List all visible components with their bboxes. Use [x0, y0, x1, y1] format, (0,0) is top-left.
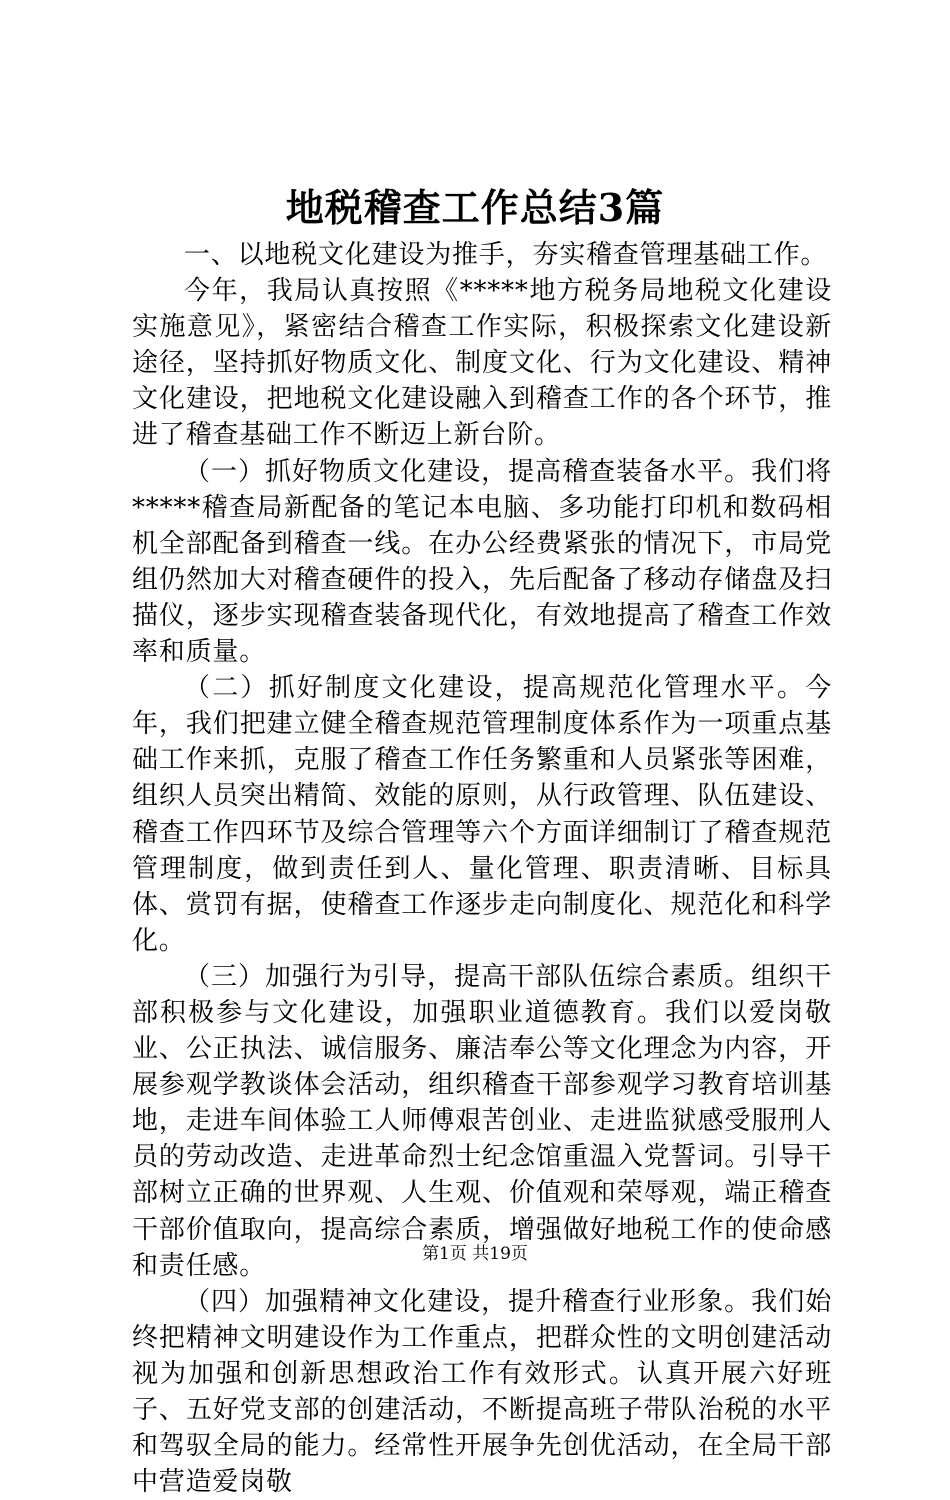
paragraph: （一）抓好物质文化建设，提高稽查装备水平。我们将*****稽查局新配备的笔记本电脑、多功能打印机和数码相机全部配备到稽查一线。在办公经费紧张的情况下，市局党组仍然加大对稽查硬件的投入，先后配备了移动存储盘及扫描仪，逐步实现稽查装备现代化，有效地提高了稽查工作效率和质量。 [132, 456, 832, 668]
section-heading: 一、以地税文化建设为推手，夯实稽查管理基础工作。 [184, 240, 828, 270]
paragraph: （二）抓好制度文化建设，提高规范化管理水平。今年，我们把建立健全稽查规范管理制度体系作为一项重点基础工作来抓，克服了稽查工作任务繁重和人员紧张等困难，组织人员突出精简、效能的原则，从行政管理、队伍建设、稽查工作四环节及综合管理等六个方面详细制订了稽查规范管理制度，做到责任到人、量化管理、职责清晰、目标具体、赏罚有据，使稽查工作逐步走向制度化、规范化和科学化。 [132, 673, 832, 956]
paragraph: （四）加强精神文化建设，提升稽查行业形象。我们始终把精神文明建设作为工作重点，把群众性的文明创建活动视为加强和创新思想政治工作有效形式。认真开展六好班子、五好党支部的创建活动，不断提高班子带队治税的水平和驾驭全局的能力。经常性开展争先创优活动，在全局干部中营造爱岗敬 [132, 1286, 832, 1498]
document-body [132, 237, 832, 1500]
paragraph: 今年，我局认真按照《*****地方税务局地税文化建设实施意见》，紧密结合稽查工作实际，积极探索文化建设新途径，坚持抓好物质文化、制度文化、行为文化建设、精神文化建设，把地税文化建设融入到稽查工作的各个环节，推进了稽查基础工作不断迈上新台阶。 [132, 276, 832, 451]
paragraph: （三）加强行为引导，提高干部队伍综合素质。组织干部积极参与文化建设，加强职业道德教育。我们以爱岗敬业、公正执法、诚信服务、廉洁奉公等文化理念为内容，开展参观学教谈体会活动，组织稽查干部参观学习教育培训基地，走进车间体验工人师傅艰苦创业、走进监狱感受服刑人员的劳动改造、走进革命烈士纪念馆重温入党誓词。引导干部树立正确的世界观、人生观、价值观和荣辱观，端正稽查干部价值取向，提高综合素质，增强做好地税工作的使命感和责任感。 [132, 961, 832, 1281]
page-number-footer: 第1页 共19页 [422, 1244, 528, 1264]
document-title: 地税稽查工作总结3篇 [285, 185, 665, 230]
